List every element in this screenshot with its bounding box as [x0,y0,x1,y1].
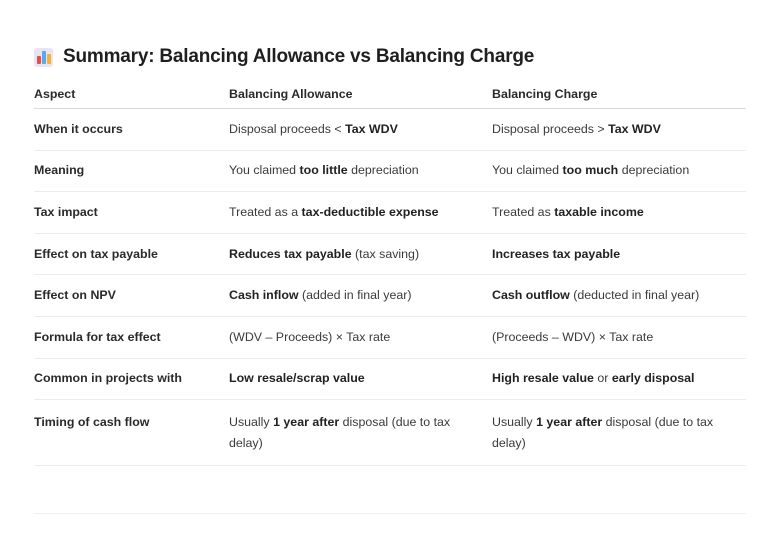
table-row [34,359,746,401]
emphasis-text: too much [562,163,619,178]
emphasis-text: too little [299,163,348,178]
summary-table [34,80,746,466]
cell-text: Disposal proceeds < [229,121,346,136]
emphasis-text: Reduces tax payable [229,246,352,261]
emphasis-text: Low resale/scrap value [229,371,365,386]
aspect-cell: Timing of cash flow [34,415,150,430]
document [34,0,746,543]
charge-cell [492,368,746,389]
emphasis-text: Cash inflow [229,288,299,303]
section-heading [34,42,534,72]
table-end-divider [34,513,746,514]
charge-cell [492,119,746,140]
aspect-cell: Common in projects with [34,371,183,386]
cell-text: disposal (due to tax delay) [492,415,714,451]
cell-text: Usually [229,415,274,430]
allowance-cell [229,368,492,389]
table-row [34,151,746,193]
charge-cell [492,327,746,348]
charge-cell [492,160,746,181]
cell-text: Treated as a [229,204,302,219]
emphasis-text: High resale value [492,371,594,386]
emphasis-text: 1 year after [273,415,340,430]
table-row [34,234,746,276]
emphasis-text: tax-deductible expense [301,204,439,219]
charge-cell [492,412,746,454]
bar-chart-icon [34,48,53,67]
emphasis-text: 1 year after [536,415,603,430]
table-row [34,192,746,234]
cell-text: (added in final year) [298,288,412,303]
table-header-row [34,80,746,109]
cell-text: You claimed [229,163,300,178]
charge-cell [492,244,746,265]
cell-text: depreciation [618,163,690,178]
cell-text: (WDV – Proceeds) × Tax rate [229,329,391,344]
emphasis-text: Tax WDV [608,121,661,136]
cell-text: (Proceeds – WDV) × Tax rate [492,329,654,344]
aspect-cell: Effect on NPV [34,288,116,303]
cell-text: or [593,371,612,386]
aspect-cell: Meaning [34,163,85,178]
cell-text: (tax saving) [351,246,420,261]
aspect-cell: Tax impact [34,204,98,219]
emphasis-text: taxable income [554,204,644,219]
aspect-cell: Effect on tax payable [34,246,158,261]
allowance-cell [229,412,492,454]
table-row [34,275,746,317]
aspect-cell: Formula for tax effect [34,329,161,344]
heading-title: Summary: Balancing Allowance vs Balancing Charge [63,46,535,67]
table-row [34,400,746,466]
emphasis-text: Tax WDV [345,121,398,136]
aspect-cell: When it occurs [34,121,123,136]
cell-text: disposal (due to tax delay) [229,415,451,451]
cell-text: Treated as [492,204,555,219]
allowance-cell [229,119,492,140]
cell-text: (deducted in final year) [569,288,700,303]
allowance-cell [229,285,492,306]
cell-text: You claimed [492,163,563,178]
cell-text: Usually [492,415,537,430]
cell-text: depreciation [347,163,419,178]
header-aspect: Aspect [34,86,76,101]
allowance-cell [229,160,492,181]
allowance-cell [229,327,492,348]
allowance-cell [229,244,492,265]
header-balancing-charge: Balancing Charge [492,86,598,101]
header-balancing-allowance: Balancing Allowance [229,86,353,101]
cell-text: Disposal proceeds > [492,121,609,136]
emphasis-text: early disposal [611,371,695,386]
table-row [34,317,746,359]
charge-cell [492,285,746,306]
table-row [34,109,746,151]
emphasis-text: Increases tax payable [492,246,621,261]
allowance-cell [229,202,492,223]
charge-cell [492,202,746,223]
emphasis-text: Cash outflow [492,288,570,303]
